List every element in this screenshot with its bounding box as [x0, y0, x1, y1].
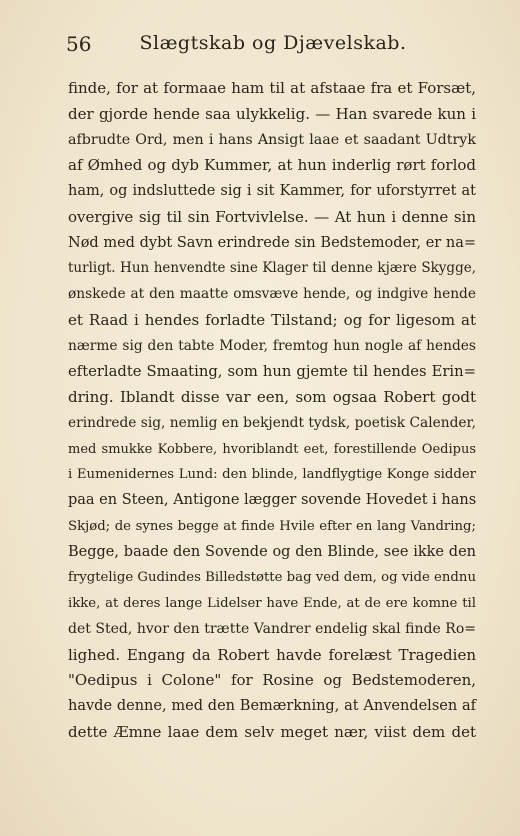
text-line: Nød med dybt Savn erindrede sin Bedstemoder, er na= — [68, 234, 476, 251]
text-line: frygtelige Gudindes Billedstøtte bag ved dem, og vide endnu — [68, 570, 476, 586]
text-line: ønskede at den maatte omsvæve hende, og indgive hende — [68, 286, 476, 302]
text-line: afbrudte Ord, men i hans Ansigt laae et saadant Udtryk — [68, 131, 476, 148]
text-line: dring. Iblandt disse var een, som ogsaa Robert godt — [68, 388, 476, 406]
text-line: turligt. Hun henvendte sine Klager til denne kjære Skygge, — [68, 260, 476, 277]
text-line: lighed. Engang da Robert havde forelæst Tragedien — [68, 645, 476, 664]
text-line: et Raad i hendes forladte Tilstand; og for ligesom at — [68, 310, 476, 329]
running-title: Slægtskab og Djævelskab. — [139, 32, 407, 54]
text-line: havde denne, med den Bemærkning, at Anvendelsen af — [68, 698, 476, 714]
text-line: dette Æmne laae dem selv meget nær, viist dem det — [68, 722, 476, 741]
text-line: overgive sig til sin Fortvivlelse. — At hun i denne sin — [68, 207, 476, 226]
text-line: Skjød; de synes begge at finde Hvile efter en lang Vandring; — [68, 518, 476, 534]
page-number: 56 — [66, 32, 92, 56]
text-line: i Eumenidernes Lund: den blinde, landflygtige Konge sidder — [68, 467, 476, 483]
text-line: paa en Steen, Antigone lægger sovende Hovedet i hans — [68, 492, 477, 508]
text-line: med smukke Kobbere, hvoriblandt eet, forestillende Oedipus — [68, 441, 476, 457]
text-line: "Oedipus i Colone" for Rosine og Bedstemoderen, — [68, 671, 476, 690]
text-line: det Sted, hvor den trætte Vandrer endelig skal finde Ro= — [68, 620, 476, 637]
text-line: Begge, baade den Sovende og den Blinde, see ikke den — [68, 543, 476, 560]
page-header — [66, 30, 480, 64]
body-text — [68, 76, 476, 746]
text-line: ham, og indsluttede sig i sit Kammer, for uforstyrret at — [68, 183, 476, 199]
text-line: efterladte Smaating, som hun gjemte til hendes Erin= — [68, 363, 476, 381]
text-line: der gjorde hende saa ulykkelig. — Han svarede kun i — [68, 104, 476, 123]
text-line: erindrede sig, nemlig en bekjendt tydsk, poetisk Calender, — [68, 414, 476, 431]
text-line: ikke, at deres lange Lidelser have Ende, at de ere komne til — [68, 596, 476, 611]
text-line: nærme sig den tabte Moder, fremtog hun nogle af hendes — [68, 337, 476, 354]
text-line: finde, for at formaae ham til at afstaae fra et Forsæt, — [68, 79, 476, 97]
text-line: af Ømhed og dyb Kummer, at hun inderlig rørt forlod — [68, 156, 476, 175]
